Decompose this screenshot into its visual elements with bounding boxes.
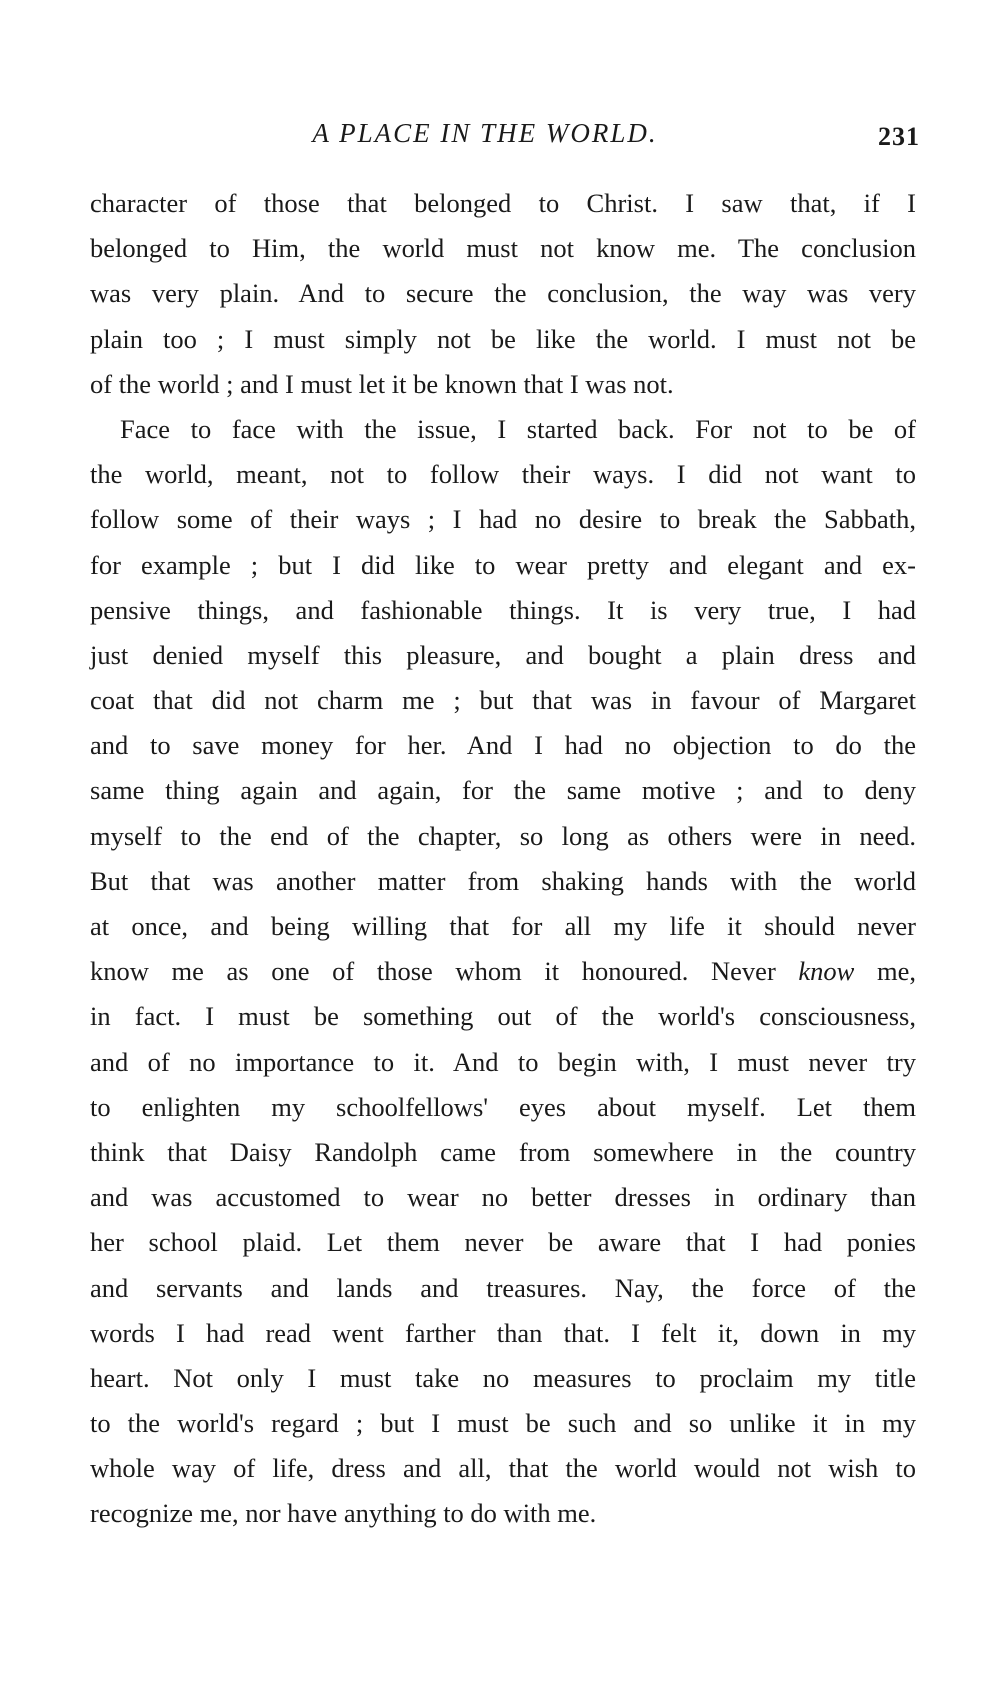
text-line: the world, meant, not to follow their ways. I did not want to: [90, 459, 916, 490]
running-title: A PLACE IN THE WORLD.: [312, 118, 658, 148]
text-line: belonged to Him, the world must not know me. The conclusion: [90, 233, 916, 264]
text-line: myself to the end of the chapter, so long as others were in need.: [90, 820, 916, 851]
page-number: 231: [878, 122, 920, 151]
text-line: heart. Not only I must take no measures to proclaim my title: [90, 1362, 916, 1393]
text-line: for example ; but I did like to wear pretty and elegant and ex-: [90, 549, 916, 580]
text-line: to the world's regard ; but I must be such and so unlike it in my: [90, 1408, 916, 1439]
text-line: and was accustomed to wear no better dresses in ordinary than: [90, 1182, 916, 1213]
text-line: just denied myself this pleasure, and bought a plain dress and: [90, 639, 916, 670]
emphasis-word: know: [798, 956, 855, 987]
text-line: same thing again and again, for the same motive ; and to deny: [90, 775, 916, 806]
text-line: know me as one of those whom it honoured. Never know me,: [90, 956, 916, 987]
text-line: words I had read went farther than that. I felt it, down in my: [90, 1317, 916, 1348]
text-line: recognize me, nor have anything to do with me.: [90, 1498, 597, 1529]
text-line: follow some of their ways ; I had no desire to break the Sabbath,: [90, 504, 916, 535]
text-line: and of no importance to it. And to begin with, I must never try: [90, 1046, 916, 1077]
body-text: [90, 181, 916, 1537]
text-line: plain too ; I must simply not be like the world. I must not be: [90, 323, 916, 354]
running-head: [90, 118, 920, 158]
text-line: to enlighten my schoolfellows' eyes about myself. Let them: [90, 1091, 916, 1122]
text-line: her school plaid. Let them never be aware that I had ponies: [90, 1227, 916, 1258]
text-line: of the world ; and I must let it be known that I was not.: [90, 368, 674, 399]
text-line: was very plain. And to secure the conclusion, the way was very: [90, 278, 916, 309]
text-line: But that was another matter from shaking hands with the world: [90, 865, 916, 896]
text-line: character of those that belonged to Christ. I saw that, if I: [90, 188, 916, 218]
text-line: and servants and lands and treasures. Nay, the force of the: [90, 1272, 916, 1303]
text-line: whole way of life, dress and all, that the world would not wish to: [90, 1453, 916, 1484]
text-line: at once, and being willing that for all my life it should never: [90, 911, 916, 941]
text-line: pensive things, and fashionable things. It is very true, I had: [90, 594, 916, 625]
text-line: in fact. I must be something out of the world's consciousness,: [90, 1001, 916, 1032]
text-line: Face to face with the issue, I started back. For not to be of: [120, 413, 916, 444]
text-line: think that Daisy Randolph came from somewhere in the country: [90, 1136, 916, 1167]
text-line: coat that did not charm me ; but that was in favour of Margaret: [90, 685, 916, 716]
text-line: and to save money for her. And I had no objection to do the: [90, 730, 916, 761]
